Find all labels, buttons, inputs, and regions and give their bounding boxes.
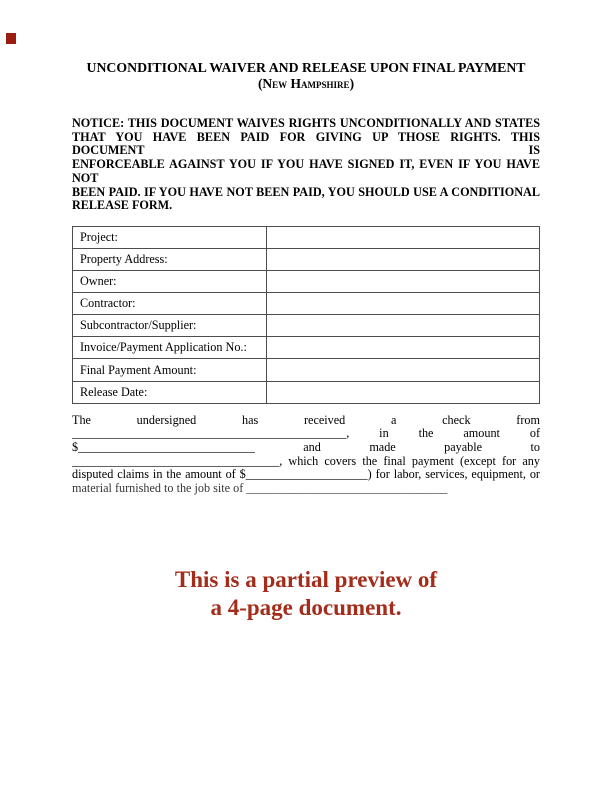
preview-note-line: a 4-page document. bbox=[210, 594, 402, 620]
table-row bbox=[73, 226, 540, 248]
row-label: Subcontractor/Supplier: bbox=[73, 315, 267, 337]
clipped-paragraph-line bbox=[72, 481, 540, 496]
document-title: UNCONDITIONAL WAIVER AND RELEASE UPON FINAL PAYMENT bbox=[86, 60, 526, 75]
row-value-cell bbox=[267, 315, 540, 337]
table-row bbox=[73, 337, 540, 359]
row-label: Owner: bbox=[73, 271, 267, 293]
paragraph-line: material furnished to the job site of _________________________________ bbox=[72, 481, 448, 496]
page-content bbox=[72, 0, 540, 621]
row-label: Contractor: bbox=[73, 293, 267, 315]
table-row bbox=[73, 293, 540, 315]
table-row bbox=[73, 249, 540, 271]
row-label: Final Payment Amount: bbox=[73, 359, 267, 381]
table-row bbox=[73, 271, 540, 293]
paragraph-line: $_____________________________ and made payable to bbox=[72, 440, 540, 455]
notice-line: RELEASE FORM. bbox=[72, 198, 173, 213]
row-label: Release Date: bbox=[73, 381, 267, 403]
row-label: Property Address: bbox=[73, 249, 267, 271]
row-value-cell bbox=[267, 293, 540, 315]
project-info-table bbox=[72, 226, 540, 404]
row-value-cell bbox=[267, 381, 540, 403]
notice-line: THAT YOU HAVE BEEN PAID FOR GIVING UP THOSE RIGHTS. THIS DOCUMENT IS bbox=[72, 129, 540, 158]
partial-preview-note bbox=[72, 566, 540, 621]
notice-line: NOTICE: THIS DOCUMENT WAIVES RIGHTS UNCONDITIONALLY AND STATES bbox=[72, 116, 540, 130]
row-value-cell bbox=[267, 337, 540, 359]
table-row bbox=[73, 359, 540, 381]
table-row bbox=[73, 381, 540, 403]
red-corner-marker bbox=[6, 33, 16, 44]
notice-line: ENFORCEABLE AGAINST YOU IF YOU HAVE SIGNED IT, EVEN IF YOU HAVE NOT bbox=[72, 157, 540, 185]
table-row bbox=[73, 315, 540, 337]
body-paragraph bbox=[72, 412, 540, 496]
preview-note-line: This is a partial preview of bbox=[174, 567, 438, 593]
row-value-cell bbox=[267, 249, 540, 271]
row-value-cell bbox=[267, 226, 540, 248]
paragraph-line: __________________________________, which covers the final payment (except for any bbox=[72, 453, 540, 468]
paragraph-line: The undersigned has received a check from bbox=[72, 412, 540, 427]
row-label: Project: bbox=[73, 226, 267, 248]
row-label: Invoice/Payment Application No.: bbox=[73, 337, 267, 359]
notice-paragraph bbox=[72, 117, 540, 213]
document-subtitle: (New Hampshire) bbox=[257, 76, 355, 91]
paragraph-line: disputed claims in the amount of $____________________) for labor, services, equipment, or bbox=[72, 467, 540, 482]
paragraph-line: _____________________________________________, in the amount of bbox=[72, 426, 540, 441]
notice-line: BEEN PAID. IF YOU HAVE NOT BEEN PAID, YOU SHOULD USE A CONDITIONAL bbox=[72, 184, 540, 199]
row-value-cell bbox=[267, 271, 540, 293]
row-value-cell bbox=[267, 359, 540, 381]
